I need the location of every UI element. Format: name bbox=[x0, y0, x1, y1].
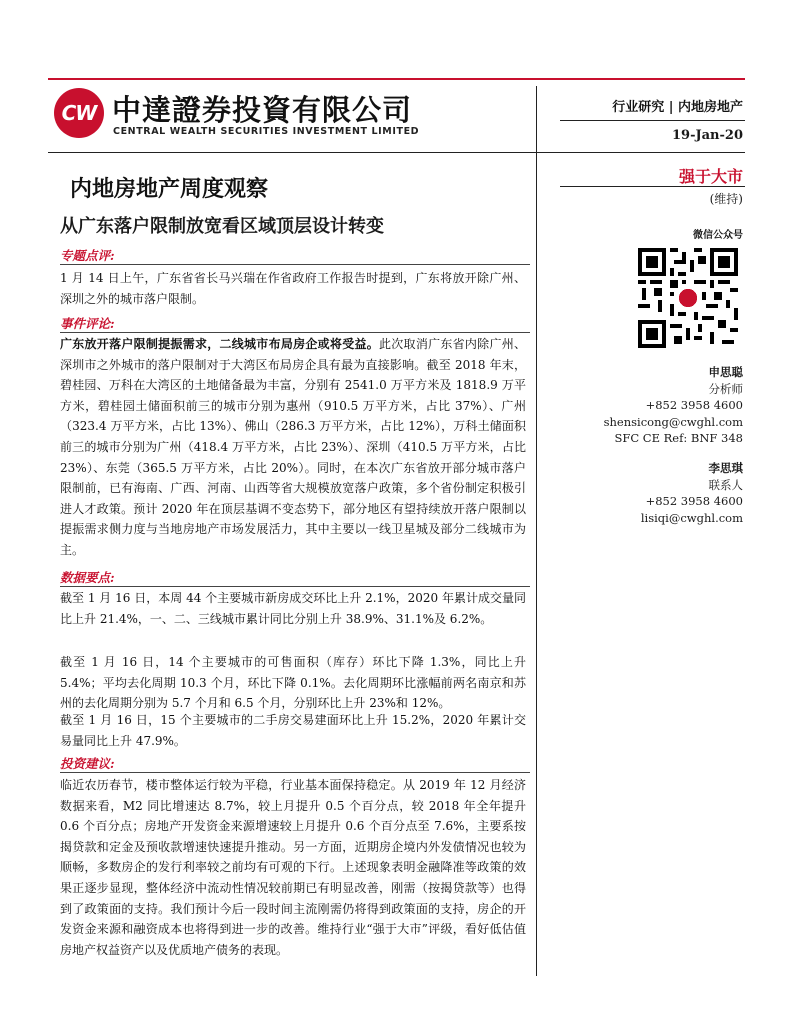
data-heading: 数据要点: bbox=[60, 570, 115, 585]
section-rule bbox=[60, 264, 530, 265]
report-title: 内地房地产周度观察 bbox=[70, 176, 269, 202]
topic-heading: 专题点评: bbox=[60, 248, 115, 263]
top-red-rule bbox=[48, 78, 745, 80]
section-rule bbox=[60, 772, 530, 773]
column-divider bbox=[536, 86, 537, 976]
event-body: 此次取消广东省内除广州、深圳市之外城市的落户限制对于大湾区布局房企具有最为直接影响。截至 2018 年末，碧桂园、万科在大湾区的土地储备最为丰富，分别有 2541.0 万平方米及 1818.9 万平方米，碧桂园土储面积前三的城市分别为惠州（910.5 万平方米，占比 37%）、广州（323.4 万平方米，占比 13%）、佛山（286.3 万平方米，占比 12%），万科土储面积前三的城市分别为广州（418.4 万平方米，占比 23%）、深圳（410.5 万平方米，占比 23%）、东莞（365.5 万平方米，占比 20%）。同时，在本次广东省放开部分城市落户限制前，已有海南、广西、河南、山西等省大规模放宽落户政策，多个省份制定积极引进人才政策。预计 2020 年在顶层基调不变态势下，部分地区有望持续放开落户限制以提振需求侧力度与当地房地产市场发展活力，其中主要以一线卫星城及部分二线城市为主。 bbox=[60, 337, 526, 557]
invest-paragraph: 临近农历春节，楼市整体运行较为平稳，行业基本面保持稳定。从 2019 年 12 月经济数据来看，M2 同比增速达 8.7%，较上月提升 0.5 个百分点，较 2018 年全年提升 0.6 个百分点；房地产开发资金来源增速较上月提升 0.6 个百分点至 7.6%，主要系按揭贷款和定金及预收款增速快速提升推动。另一方面，近期房企境内外发债情况也较为顺畅，多数房企的发行利率较之前均有可观的下行。上述现象表明金融降准等政策的效果正逐步显现，整体经济中流动性情况较前期已有明显改善，刚需（按揭贷款等）也得到了政策面的支持。我们预计今后一段时间主流刚需仍将得到政策面的支持，房企的开发资金来源和融资成本也将得到进一步的改善。维持行业“强于大市”评级，看好低估值房地产权益资产以及优质地产债务的表现。 bbox=[60, 778, 526, 957]
analyst-2-name: 李思琪 bbox=[708, 461, 743, 475]
company-name-en: CENTRAL WEALTH SECURITIES INVESTMENT LIMITED bbox=[113, 126, 420, 137]
analyst-2-phone: +852 3958 4600 bbox=[645, 494, 743, 509]
report-date: 19-Jan-20 bbox=[672, 128, 743, 143]
rating-status: (维持) bbox=[709, 192, 743, 206]
section-rule bbox=[60, 586, 530, 587]
analyst-2-email[interactable]: lisiqi@cwghl.com bbox=[640, 510, 743, 525]
section-rule bbox=[60, 332, 530, 333]
data-point-3: 截至 1 月 16 日，15 个主要城市的二手房交易建面环比上升 15.2%，2020 年累计交易量同比上升 47.9%。 bbox=[60, 713, 526, 748]
analyst-2-title: 联系人 bbox=[708, 477, 743, 492]
category-rule bbox=[560, 120, 745, 121]
topic-paragraph: 1 月 14 日上午，广东省省长马兴瑞在作省政府工作报告时提到，广东将放开除广州、深圳之外的城市落户限制。 bbox=[60, 271, 526, 306]
invest-heading: 投资建议: bbox=[60, 756, 115, 771]
data-point-2: 截至 1 月 16 日，14 个主要城市的可售面积（库存）环比下降 1.3%，同比上升 5.4%；平均去化周期 10.3 个月，环比下降 0.1%。去化周期环比涨幅前两名南京和苏州的去化周期分别为 5.7 个月和 6.5 个月，分别环比上升 23%和 12%。 bbox=[60, 655, 526, 711]
report-category: 行业研究 | 内地房地产 bbox=[612, 100, 743, 115]
analyst-1-phone: +852 3958 4600 bbox=[645, 398, 743, 413]
header-rule bbox=[48, 152, 745, 153]
event-heading: 事件评论: bbox=[60, 316, 115, 331]
company-logo: CW bbox=[54, 88, 104, 138]
rating-label: 强于大市 bbox=[678, 167, 743, 186]
event-lead: 广东放开落户限制提振需求，二线城市布局房企或将受益。 bbox=[60, 337, 380, 351]
wechat-label: 微信公众号 bbox=[693, 230, 743, 241]
event-paragraph bbox=[60, 334, 526, 561]
analyst-1-name: 申思聪 bbox=[708, 365, 743, 379]
analyst-1-ref: SFC CE Ref: BNF 348 bbox=[614, 431, 743, 446]
data-point-1: 截至 1 月 16 日，本周 44 个主要城市新房成交环比上升 2.1%，2020 年累计成交量同比上升 21.4%，一、二、三线城市累计同比分别上升 38.9%、31.1%及 6.2%。 bbox=[60, 591, 526, 626]
rating-rule bbox=[560, 186, 745, 187]
report-subtitle: 从广东落户限制放宽看区域顶层设计转变 bbox=[60, 216, 384, 237]
qr-code-image bbox=[638, 248, 738, 348]
analyst-2-block bbox=[641, 460, 743, 526]
analyst-1-email[interactable]: shensicong@cwghl.com bbox=[603, 414, 743, 429]
company-name-cn: 中達證券投資有限公司 bbox=[112, 93, 413, 127]
analyst-1-title: 分析师 bbox=[708, 381, 743, 396]
analyst-1-block bbox=[604, 364, 743, 447]
